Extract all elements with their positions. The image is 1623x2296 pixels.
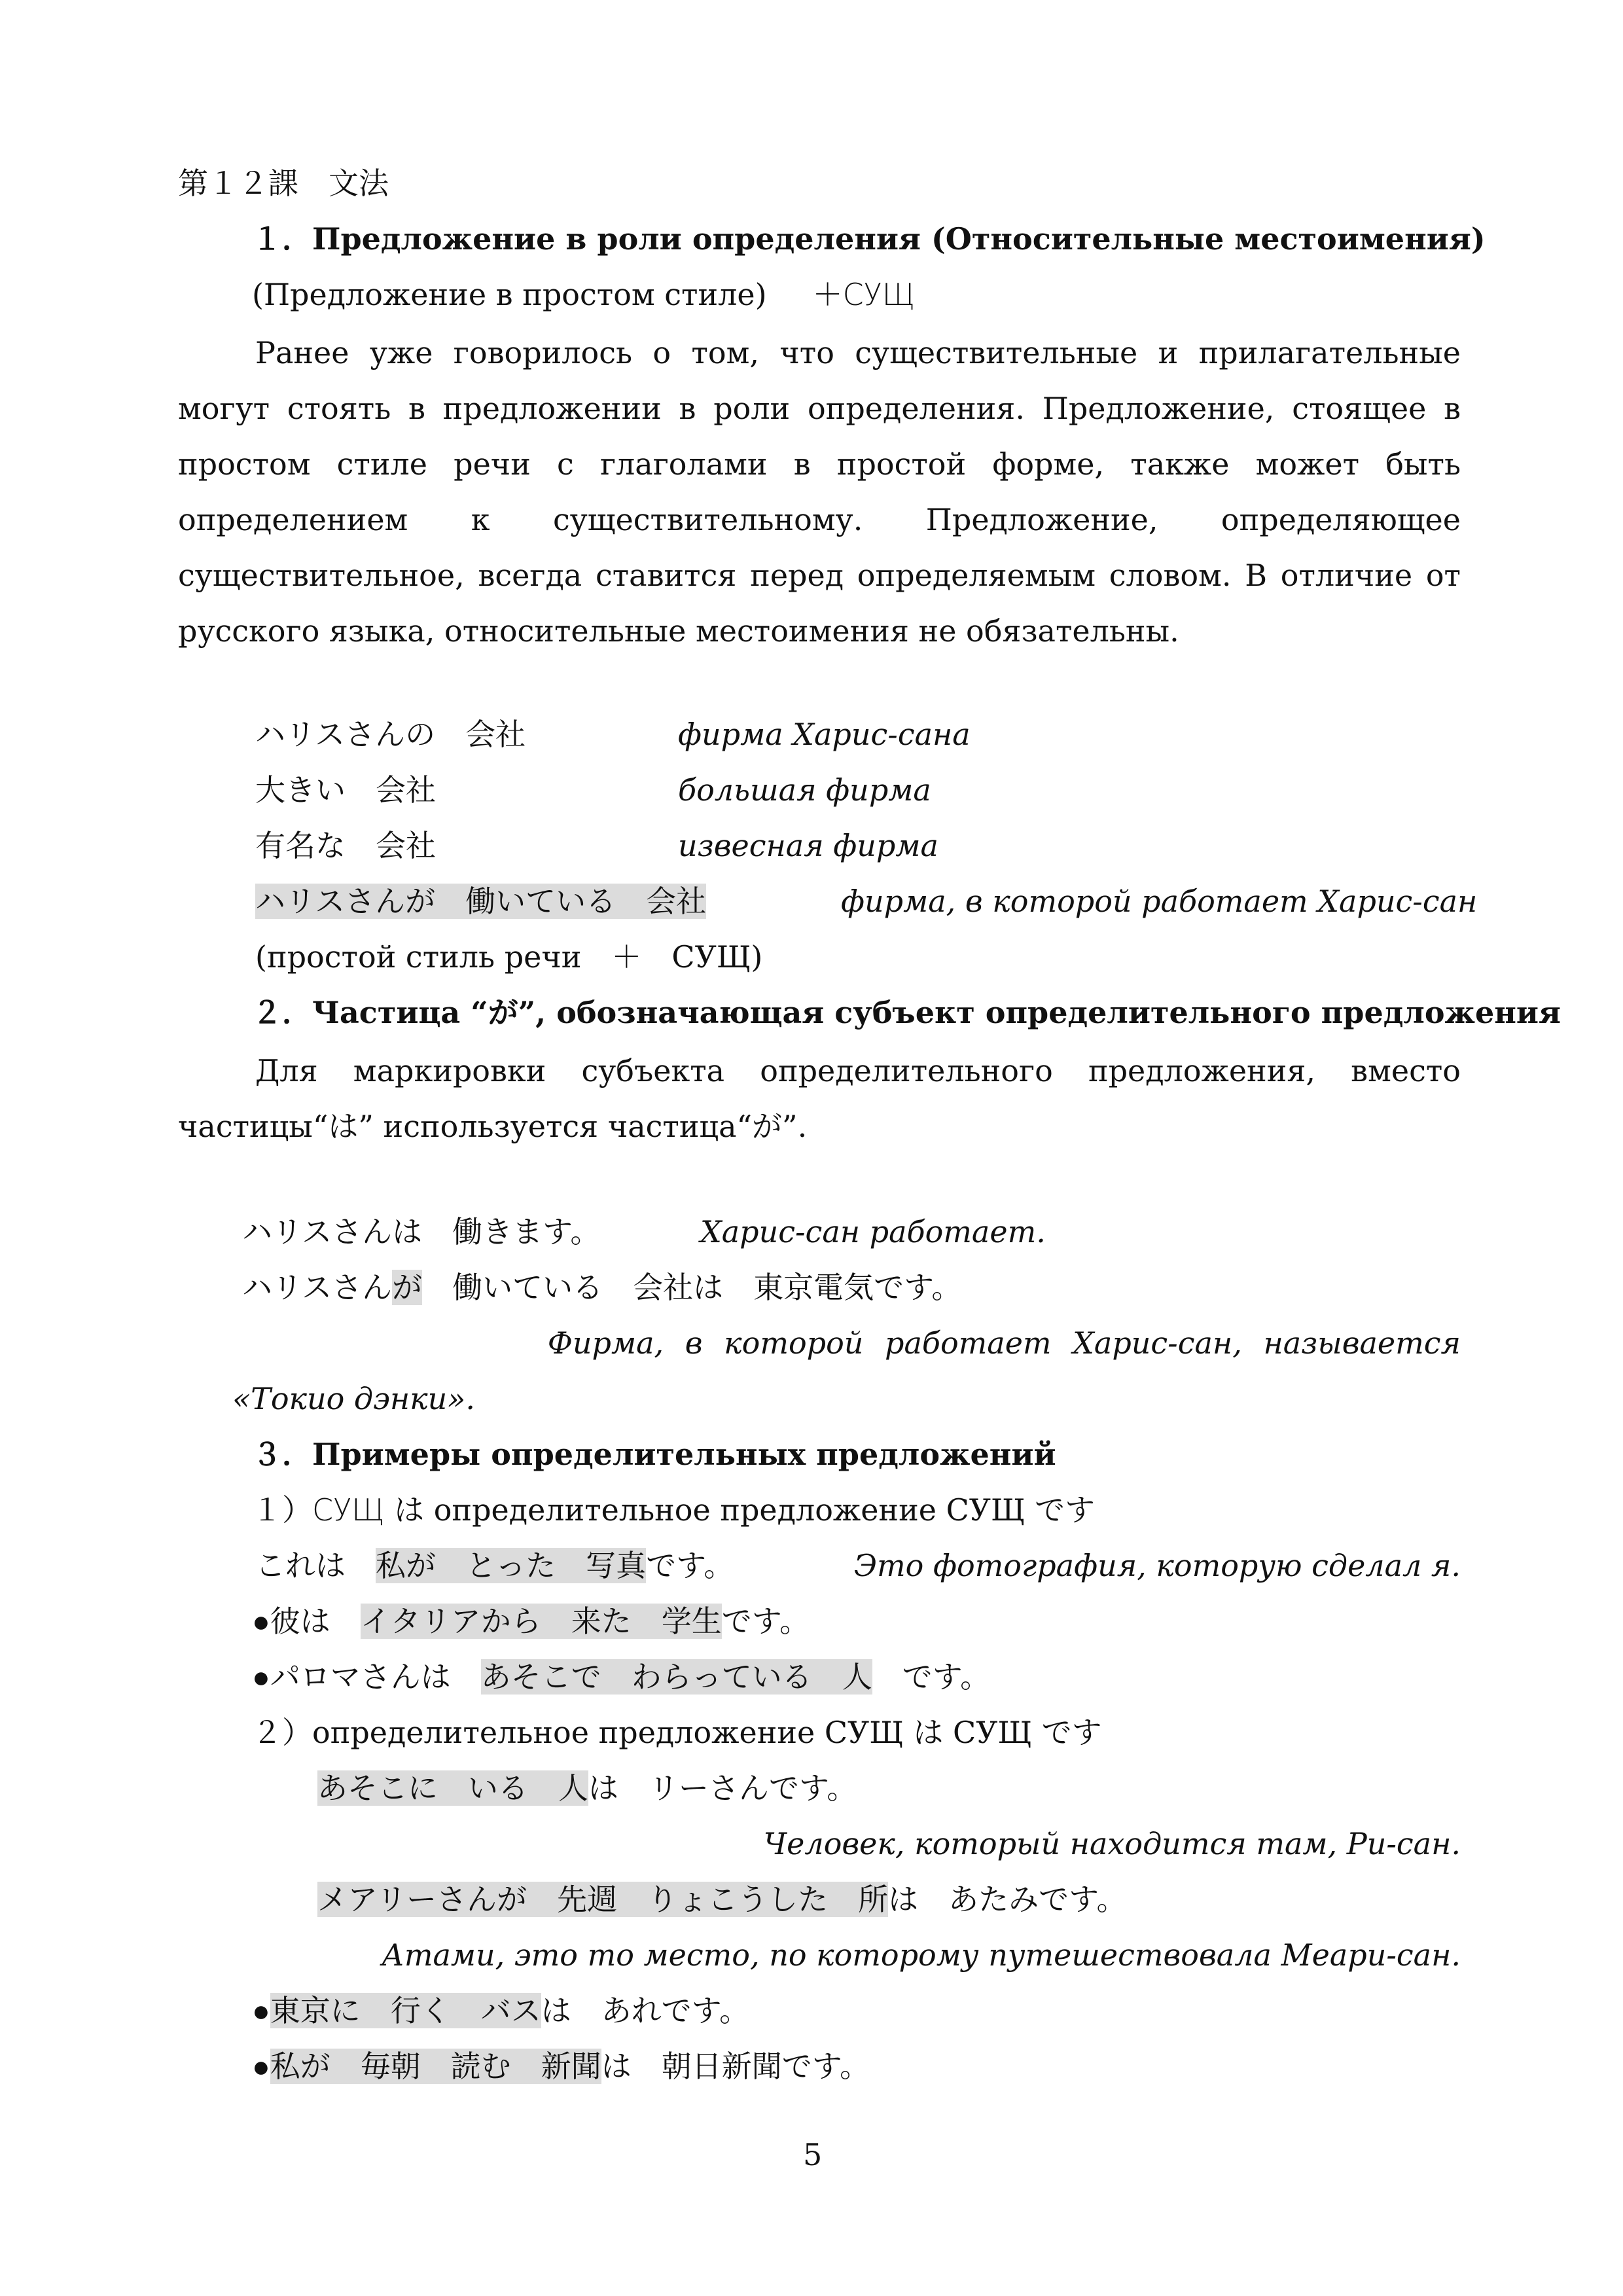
section1-paragraph: Ранее уже говорилось о том, что существительные и прилагательные могут стоять в предложении в роли определения. Предложение, стоящее в простом стиле речи с глаголами в простой форме, также может быть определением к существительному. Предложение, определяющее существительное, всегда ставится перед определяемым словом. В отличие от русского языка, относительные местоимения не обязательны.	[178, 335, 1461, 649]
section2-heading: ２．Частица “が”, обозначающая субъект определительного предложения	[252, 995, 1561, 1030]
highlight: ハリスさんが 働いている 会社	[255, 884, 707, 919]
section3-sub2: ２）определительное предложение СУЩ は СУЩ です	[252, 1715, 1102, 1750]
text: です。	[872, 1659, 991, 1695]
highlight: 私が とった 写真	[376, 1548, 647, 1583]
s2-example-ru-2-line2: «Токио дэнки».	[232, 1381, 476, 1416]
text: ハリスさん	[242, 1270, 393, 1305]
highlight: が	[392, 1270, 423, 1305]
text: １）СУЩ は	[252, 1492, 425, 1528]
text: これは	[255, 1548, 376, 1583]
highlight: 私が 毎朝 読む 新聞	[270, 2049, 601, 2084]
section3-sub1	[252, 1490, 1095, 1530]
highlight: あそこに いる 人	[317, 1770, 588, 1806]
text: は リーさんです。	[588, 1770, 857, 1806]
text: は あたみです。	[888, 1882, 1127, 1917]
example-ru-3: извесная фирма	[678, 828, 938, 863]
s3-bullet-3	[252, 1991, 749, 2030]
s2-example-jp-1: ハリスさんは 働きます。	[242, 1214, 601, 1249]
highlight: イタリアから 来た 学生	[360, 1604, 722, 1639]
example-jp-1: ハリスさんの 会社	[255, 717, 526, 752]
example-ru-2: большая фирма	[678, 772, 931, 808]
s2-example-ru-2-line1	[548, 1323, 1461, 1363]
page-number: 5	[803, 2137, 823, 2172]
example-ru-4: фирма, в которой работает Харис-сан	[841, 884, 1478, 919]
s3-example-3-ru: Атами, это то место, по которому путешествовала Меари-сан.	[381, 1937, 1461, 1973]
s3-example-2-ru: Человек, который находится там, Ри-сан.	[763, 1826, 1461, 1861]
section1-heading: １．Предложение в роли определения (Относительные местоимения)	[252, 221, 1486, 257]
s3-example-2	[317, 1768, 857, 1808]
text: は あれです。	[541, 1993, 750, 2028]
s3-bullet-2	[252, 1657, 990, 1696]
formula-left: (Предложение в простом стиле)	[252, 277, 767, 312]
formula-note: (простой стиль речи ＋ СУЩ)	[255, 939, 763, 975]
text: です。	[721, 1604, 810, 1639]
text: Фирма, в которой работает Харис-сан, называется	[547, 1325, 1461, 1361]
highlight: 東京に 行く バス	[270, 1993, 541, 2028]
example-ru-1: фирма Харис-сана	[678, 717, 971, 752]
text: 働いている 会社は 東京電気です。	[422, 1270, 962, 1305]
s2-example-jp-2	[242, 1268, 961, 1307]
section1-formula	[252, 275, 915, 314]
section3-heading: ３．Примеры определительных предложений	[252, 1437, 1056, 1472]
highlight: あそこで わらっている 人	[480, 1659, 872, 1695]
text: ●彼は	[252, 1604, 361, 1639]
text: は 朝日新聞です。	[601, 2049, 870, 2084]
s3-example-1-ru: Это фотография, которую сделал я.	[853, 1548, 1461, 1583]
text: です。	[646, 1548, 734, 1583]
s3-example-3	[317, 1880, 1127, 1919]
example-jp-2: 大きい 会社	[255, 772, 436, 808]
text: определительное предложение СУЩ です	[433, 1492, 1096, 1528]
example-jp-3: 有名な 会社	[255, 828, 436, 863]
lesson-title: 第１２課 文法	[178, 166, 389, 201]
text: ●	[252, 2049, 270, 2084]
example-jp-4	[255, 882, 706, 921]
s3-bullet-1	[252, 1602, 810, 1641]
highlight: メアリーさんが 先週 りょこうした 所	[317, 1882, 889, 1917]
text: ●	[252, 1993, 270, 2028]
text: ●パロマさんは	[252, 1659, 481, 1695]
s3-example-1	[255, 1546, 734, 1585]
s2-example-ru-1: Харис-сан работает.	[700, 1214, 1046, 1249]
s3-bullet-4	[252, 2047, 870, 2086]
section2-paragraph: Для маркировки субъекта определительного предложения, вместо частицы“は” используется частица“が”.	[178, 1053, 1461, 1144]
formula-right: ＋СУЩ	[812, 277, 916, 312]
